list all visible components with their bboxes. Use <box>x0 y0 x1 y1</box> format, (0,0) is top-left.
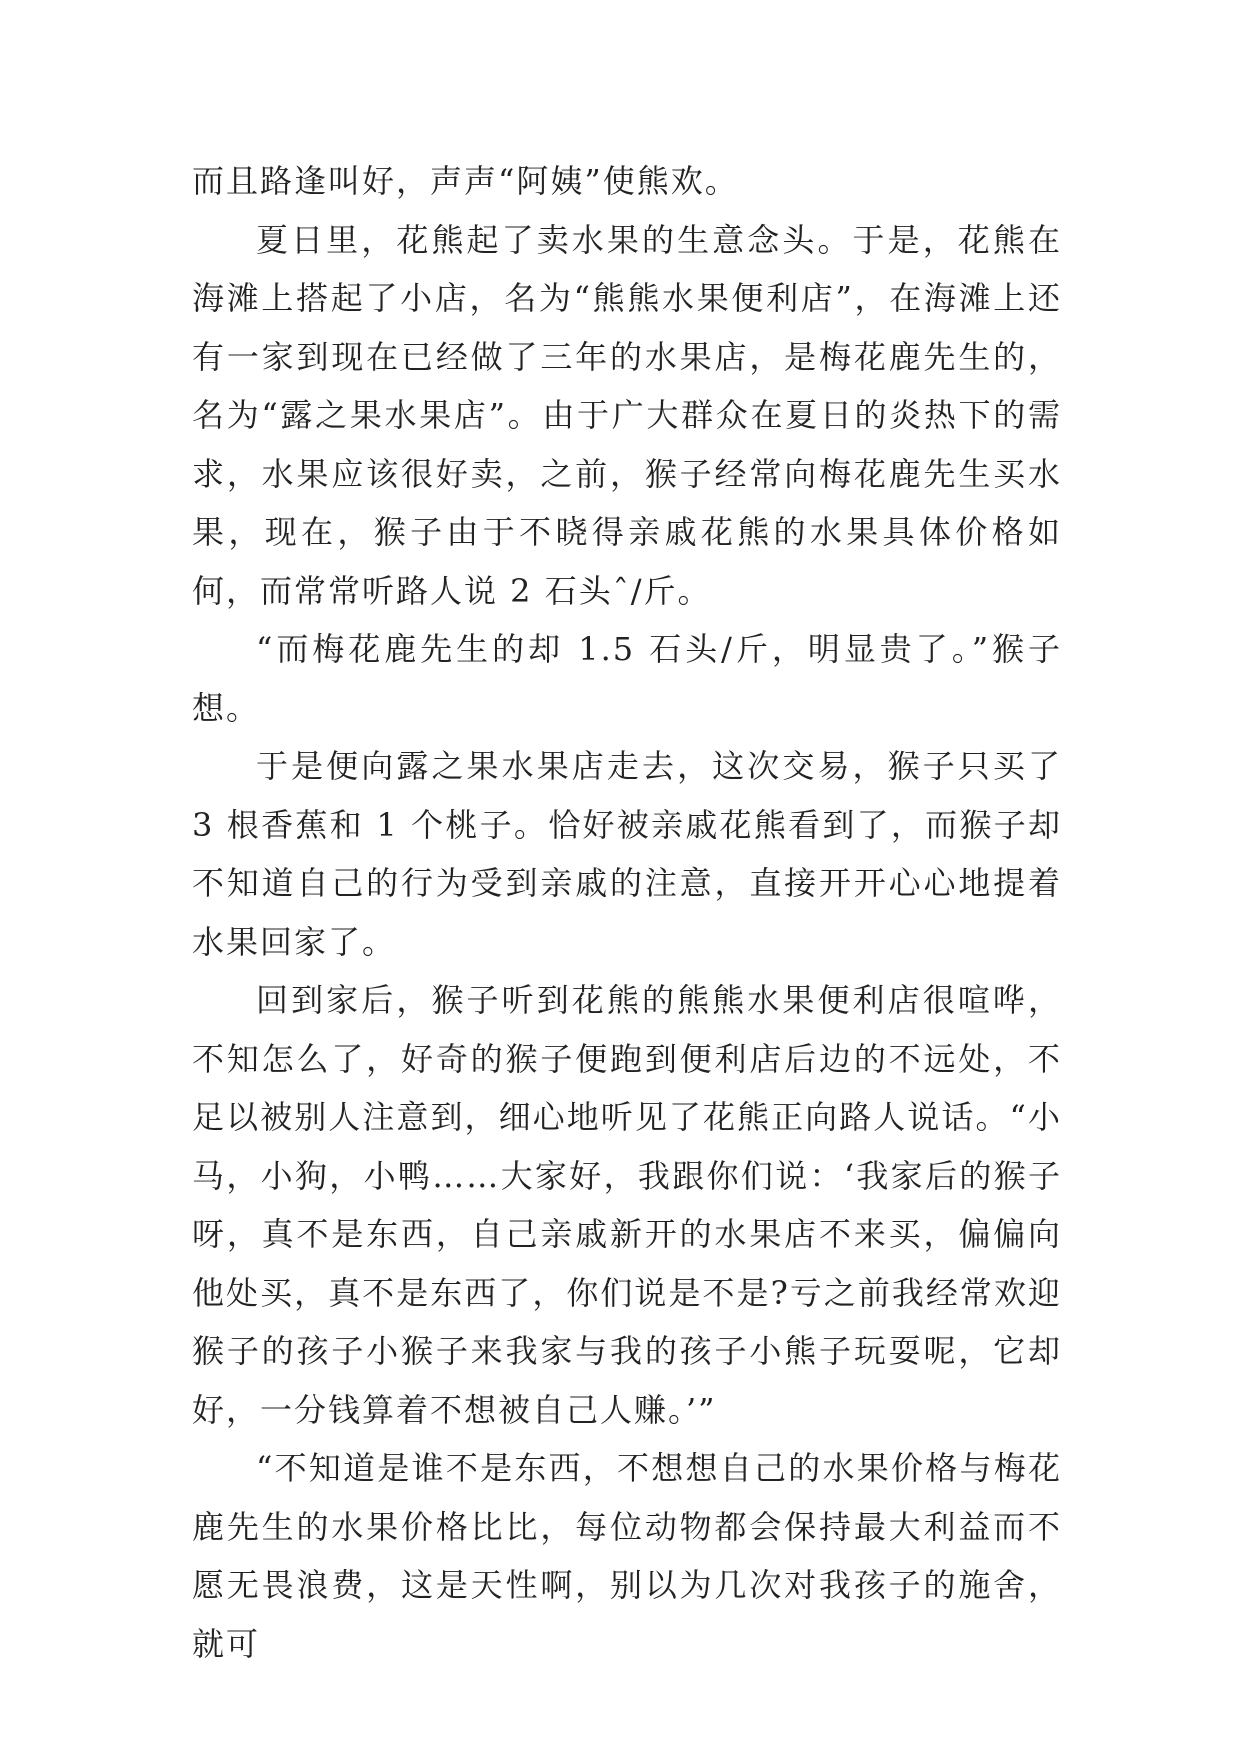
paragraph-5: 回到家后，猴子听到花熊的熊熊水果便利店很喧哗，不知怎么了，好奇的猴子便跑到便利店后边的不远处，不足以被别人注意到，细心地听见了花熊正向路人说话。“小马，小狗，小鸭……大家好，我跟你们说：‘我家后的猴子呀，真不是东西，自己亲戚新开的水果店不来买，偏偏向他处买，真不是东西了，你们说是不是?亏之前我经常欢迎猴子的孩子小猴子来我家与我的孩子小熊子玩耍呢，它却好，一分钱算着不想被自己人赚。’” <box>192 981 1062 1429</box>
paragraph-1: 而且路逢叫好，声声“阿姨”使熊欢。 <box>192 162 739 200</box>
document-body <box>192 152 1062 1673</box>
paragraph-3: “而梅花鹿先生的却 1.5 石头/斤，明显贵了。”猴子想。 <box>192 630 1062 727</box>
paragraph-2: 夏日里，花熊起了卖水果的生意念头。于是，花熊在海滩上搭起了小店，名为“熊熊水果便利店”，在海滩上还有一家到现在已经做了三年的水果店，是梅花鹿先生的，名为“露之果水果店”。由于广大群众在夏日的炎热下的需求，水果应该很好卖，之前，猴子经常向梅花鹿先生买水果，现在，猴子由于不晓得亲戚花熊的水果具体价格如何，而常常听路人说 2 石头ˆ/斤。 <box>192 220 1062 610</box>
paragraph-4: 于是便向露之果水果店走去，这次交易，猴子只买了 3 根香蕉和 1 个桃子。恰好被亲戚花熊看到了，而猴子却不知道自己的行为受到亲戚的注意，直接开开心心地提着水果回家了。 <box>192 747 1062 961</box>
paragraph-6: “不知道是谁不是东西，不想想自己的水果价格与梅花鹿先生的水果价格比比，每位动物都会保持最大利益而不愿无畏浪费，这是天性啊，别以为几次对我孩子的施舍，就可 <box>192 1449 1062 1663</box>
